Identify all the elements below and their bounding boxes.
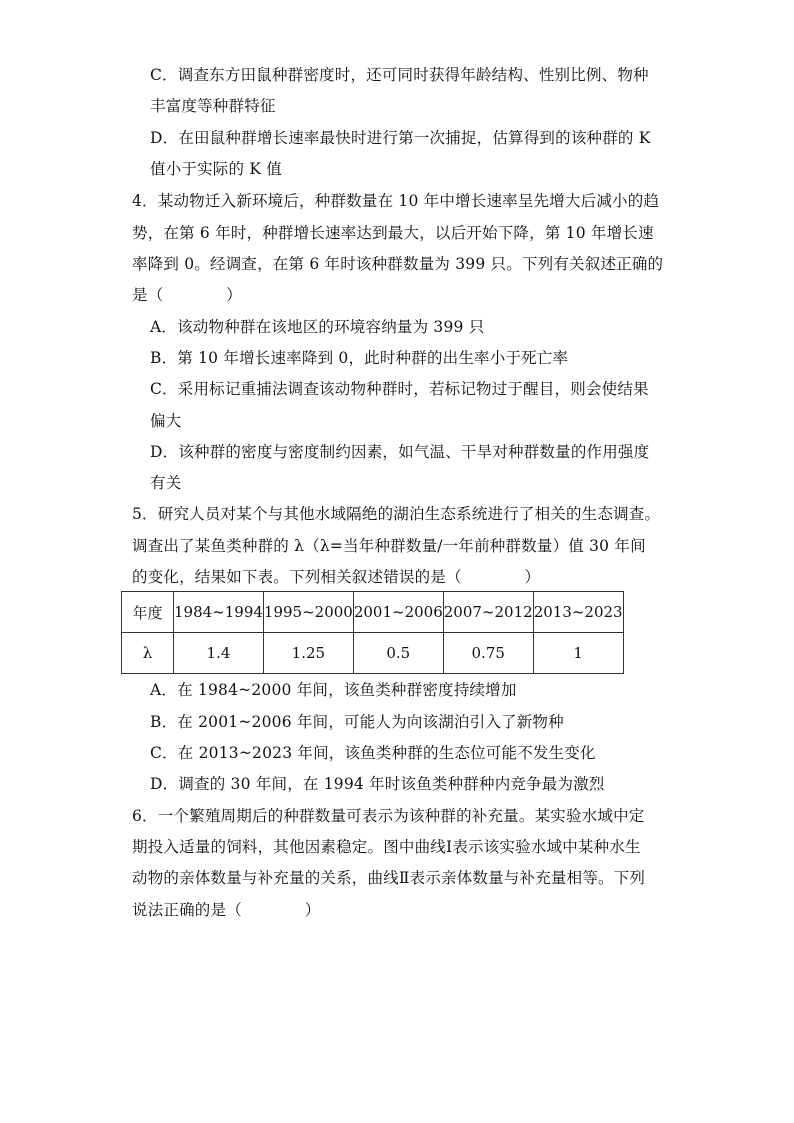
table-cell: 0.5 bbox=[353, 633, 443, 674]
q4-option-d-line1: D．该种群的密度与密度制约因素，如气温、干旱对种群数量的作用强度 bbox=[150, 443, 650, 461]
table-cell: 1.25 bbox=[263, 633, 353, 674]
q3-option-c-line1: C．调查东方田鼠种群密度时，还可同时获得年龄结构、性别比例、物种 bbox=[150, 66, 649, 84]
table-row bbox=[122, 633, 624, 674]
table-header-cell: 1984~1994 bbox=[174, 592, 264, 633]
table-header-cell: 2013~2023 bbox=[533, 592, 623, 633]
table-cell: λ bbox=[122, 633, 174, 674]
q3-option-d-line2: 值小于实际的 K 值 bbox=[150, 160, 282, 178]
q6-stem-line4: 说法正确的是（ ） bbox=[132, 901, 321, 919]
q4-stem-line2: 势，在第 6 年时，种群增长速率达到最大，以后开始下降，第 10 年增长速 bbox=[132, 224, 654, 242]
q3-option-d-line1: D．在田鼠种群增长速率最快时进行第一次捕捉，估算得到的该种群的 K bbox=[150, 129, 651, 147]
table-cell: 0.75 bbox=[443, 633, 533, 674]
q6-stem-line2: 期投入适量的饲料，其他因素稳定。图中曲线Ⅰ表示该实验水域中某种水生 bbox=[132, 838, 641, 856]
q4-option-c-line2: 偏大 bbox=[150, 412, 182, 430]
q5-option-c: C．在 2013~2023 年间，该鱼类种群的生态位可能不发生变化 bbox=[150, 744, 596, 762]
q4-stem-line3: 率降到 0。经调查，在第 6 年时该种群数量为 399 只。下列有关叙述正确的 bbox=[132, 255, 664, 273]
q4-stem-line4: 是（ ） bbox=[132, 286, 242, 304]
q5-option-b: B．在 2001~2006 年间，可能人为向该湖泊引入了新物种 bbox=[150, 713, 564, 731]
q3-option-c-line2: 丰富度等种群特征 bbox=[150, 97, 276, 115]
q6-stem-line3: 动物的亲体数量与补充量的关系，曲线Ⅱ表示亲体数量与补充量相等。下列 bbox=[132, 869, 646, 887]
table-cell: 1 bbox=[533, 633, 623, 674]
q4-stem-line1: 4．某动物迁入新环境后，种群数量在 10 年中增长速率呈先增大后减小的趋 bbox=[132, 192, 660, 210]
q4-option-a: A．该动物种群在该地区的环境容纳量为 399 只 bbox=[150, 318, 485, 336]
q5-stem-line3: 的变化，结果如下表。下列相关叙述错误的是（ ） bbox=[132, 568, 541, 586]
table-header-cell: 2007~2012 bbox=[443, 592, 533, 633]
q5-option-d: D．调查的 30 年间，在 1994 年时该鱼类种群种内竞争最为激烈 bbox=[150, 775, 605, 793]
lambda-table bbox=[121, 591, 624, 674]
q5-stem-line1: 5．研究人员对某个与其他水域隔绝的湖泊生态系统进行了相关的生态调查。 bbox=[132, 505, 661, 523]
q4-option-c-line1: C．采用标记重捕法调查该动物种群时，若标记物过于醒目，则会使结果 bbox=[150, 380, 649, 398]
q4-option-d-line2: 有关 bbox=[150, 474, 182, 492]
table-row bbox=[122, 592, 624, 633]
q4-option-b: B．第 10 年增长速率降到 0，此时种群的出生率小于死亡率 bbox=[150, 349, 569, 367]
table-header-cell: 年度 bbox=[122, 592, 174, 633]
table-cell: 1.4 bbox=[174, 633, 264, 674]
q6-stem-line1: 6．一个繁殖周期后的种群数量可表示为该种群的补充量。某实验水域中定 bbox=[132, 807, 645, 825]
q5-stem-line2: 调查出了某鱼类种群的 λ（λ=当年种群数量/一年前种群数量）值 30 年间 bbox=[132, 537, 646, 555]
table-header-cell: 2001~2006 bbox=[353, 592, 443, 633]
q5-option-a: A．在 1984~2000 年间，该鱼类种群密度持续增加 bbox=[150, 681, 517, 699]
table-header-cell: 1995~2000 bbox=[263, 592, 353, 633]
